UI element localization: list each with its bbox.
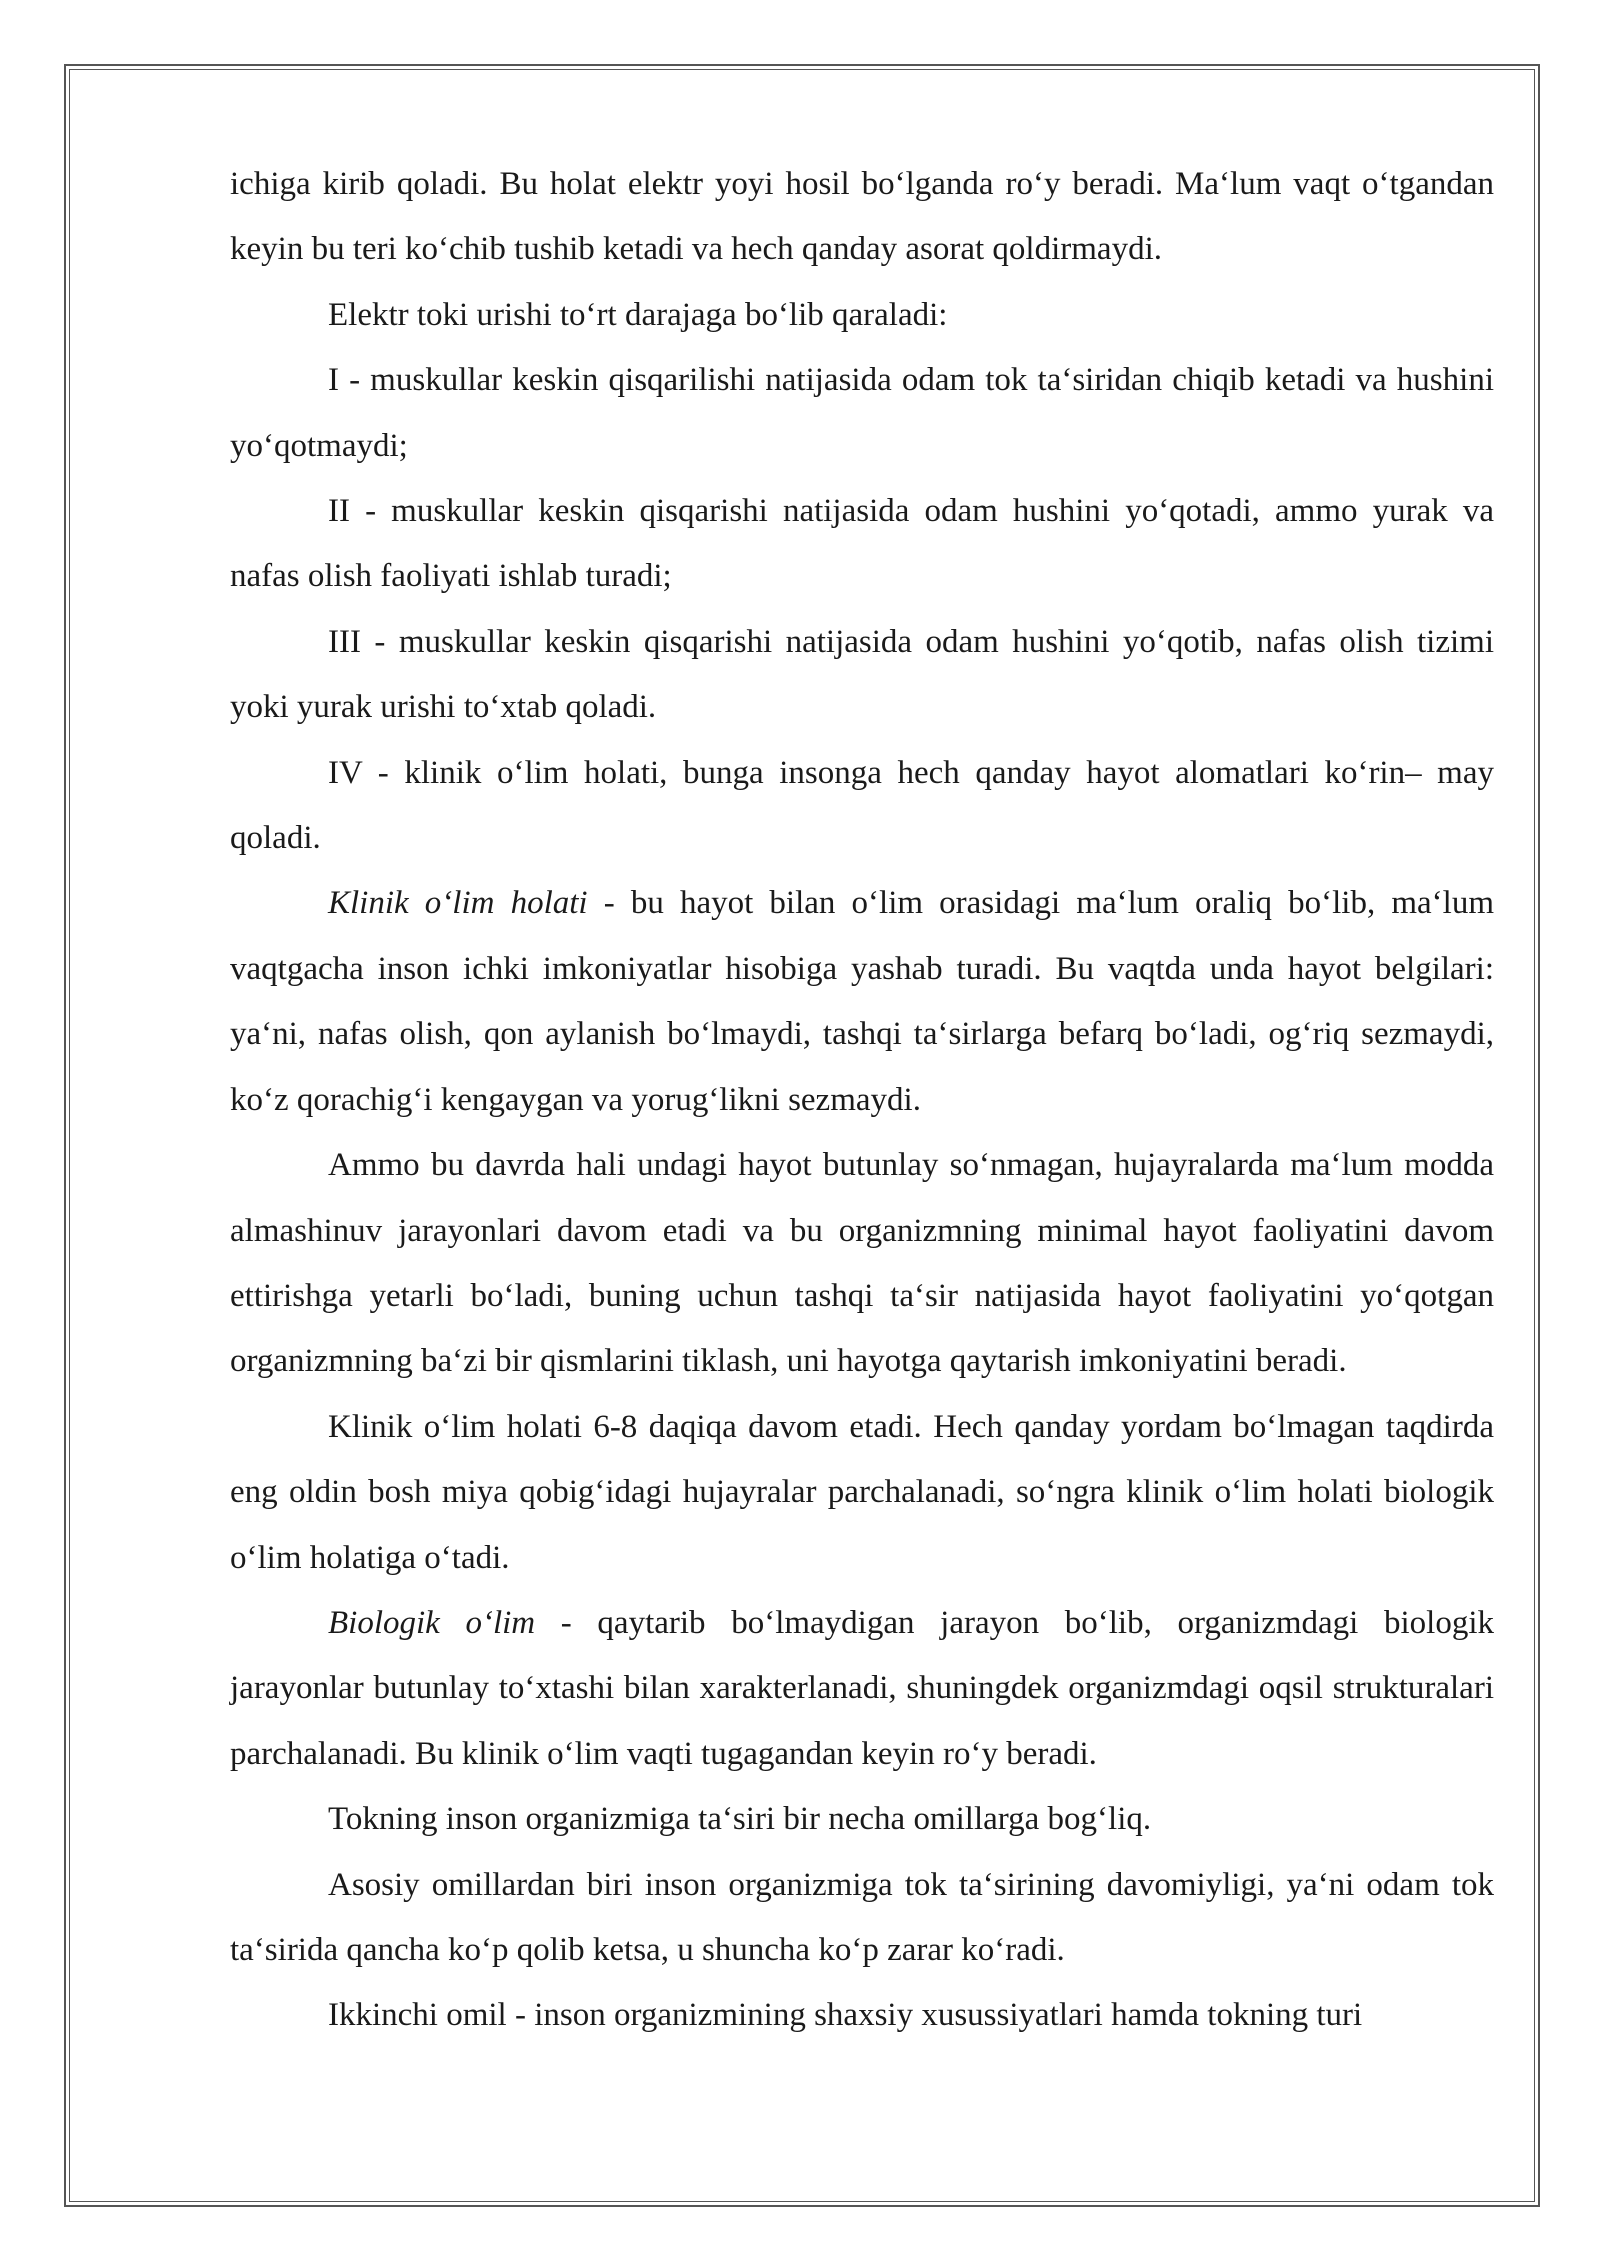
paragraph-11: Tokning inson organizmiga ta‘siri bir necha omillarga bog‘liq. <box>328 1801 1152 1838</box>
paragraph-4: II - muskullar keskin qisqarishi natijasida odam hushini yo‘qotadi, ammo yurak va nafas olish faoliyati ishlab turadi; <box>230 493 1494 595</box>
paragraph-7: Klinik o‘lim holati - bu hayot bilan o‘lim orasidagi ma‘lum oraliq bo‘lib, ma‘lum vaqtgacha inson ichki imkoniyatlar hisobiga yashab turadi. Bu vaqtda unda hayot belgilari: ya‘ni, nafas olish, qon aylanish bo‘lmaydi, tashqi ta‘sirlarga befarq bo‘ladi, og‘riq sezmaydi, ko‘z qorachig‘i kengaygan va yorug‘likni sezmaydi. <box>230 885 1494 1118</box>
document-body <box>230 152 1494 2049</box>
paragraph-10: Biologik o‘lim - qaytarib bo‘lmaydigan jarayon bo‘lib, organizmdagi biologik jarayonlar butunlay to‘xtashi bilan xarakterlanadi, shuningdek organizmdagi oqsil strukturalari parchalanadi. Bu klinik o‘lim vaqti tugagandan keyin ro‘y beradi. <box>230 1604 1494 1772</box>
paragraph-13: Ikkinchi omil - inson organizmining shaxsiy xusussiyatlari hamda tokning turi <box>328 1997 1363 2034</box>
italic-term: Klinik o‘lim holati <box>328 885 588 922</box>
paragraph-6: IV - klinik o‘lim holati, bunga insonga hech qanday hayot alomatlari ko‘rin– may qoladi. <box>230 754 1494 857</box>
paragraph-2: Elektr toki urishi to‘rt darajaga bo‘lib qaraladi: <box>328 296 948 333</box>
paragraph-9: Klinik o‘lim holati 6-8 daqiqa davom etadi. Hech qanday yordam bo‘lmagan taqdirda eng oldin bosh miya qobig‘idagi hujayralar parchalanadi, so‘ngra klinik o‘lim holati biologik o‘lim holatiga o‘tadi. <box>230 1408 1494 1576</box>
italic-term: Biologik o‘lim <box>328 1604 536 1641</box>
paragraph-12: Asosiy omillardan biri inson organizmiga tok ta‘sirining davomiyligi, ya‘ni odam tok ta‘sirida qancha ko‘p qolib ketsa, u shuncha ko‘p zarar ko‘radi. <box>230 1866 1494 1968</box>
paragraph-5: III - muskullar keskin qisqarishi natijasida odam hushini yo‘qotib, nafas olish tizimi yoki yurak urishi to‘xtab qoladi. <box>230 623 1494 726</box>
paragraph-3: I - muskullar keskin qisqarilishi natijasida odam tok ta‘siridan chiqib ketadi va hushini yo‘qotmaydi; <box>230 362 1494 464</box>
paragraph-8: Ammo bu davrda hali undagi hayot butunlay so‘nmagan, hujayralarda ma‘lum modda almashinuv jarayonlari davom etadi va bu organizmning minimal hayot faoliyatini davom ettirishga yetarli bo‘ladi, buning uchun tashqi ta‘sir natijasida hayot faoliyatini yo‘qotgan organizmning ba‘zi bir qismlarini tiklash, uni hayotga qaytarish imkoniyatini beradi. <box>230 1147 1494 1380</box>
paragraph-1: ichiga kirib qoladi. Bu holat elektr yoyi hosil bo‘lganda ro‘y beradi. Ma‘lum vaqt o‘tgandan keyin bu teri ko‘chib tushib ketadi va hech qanday asorat qoldirmaydi. <box>230 166 1494 268</box>
